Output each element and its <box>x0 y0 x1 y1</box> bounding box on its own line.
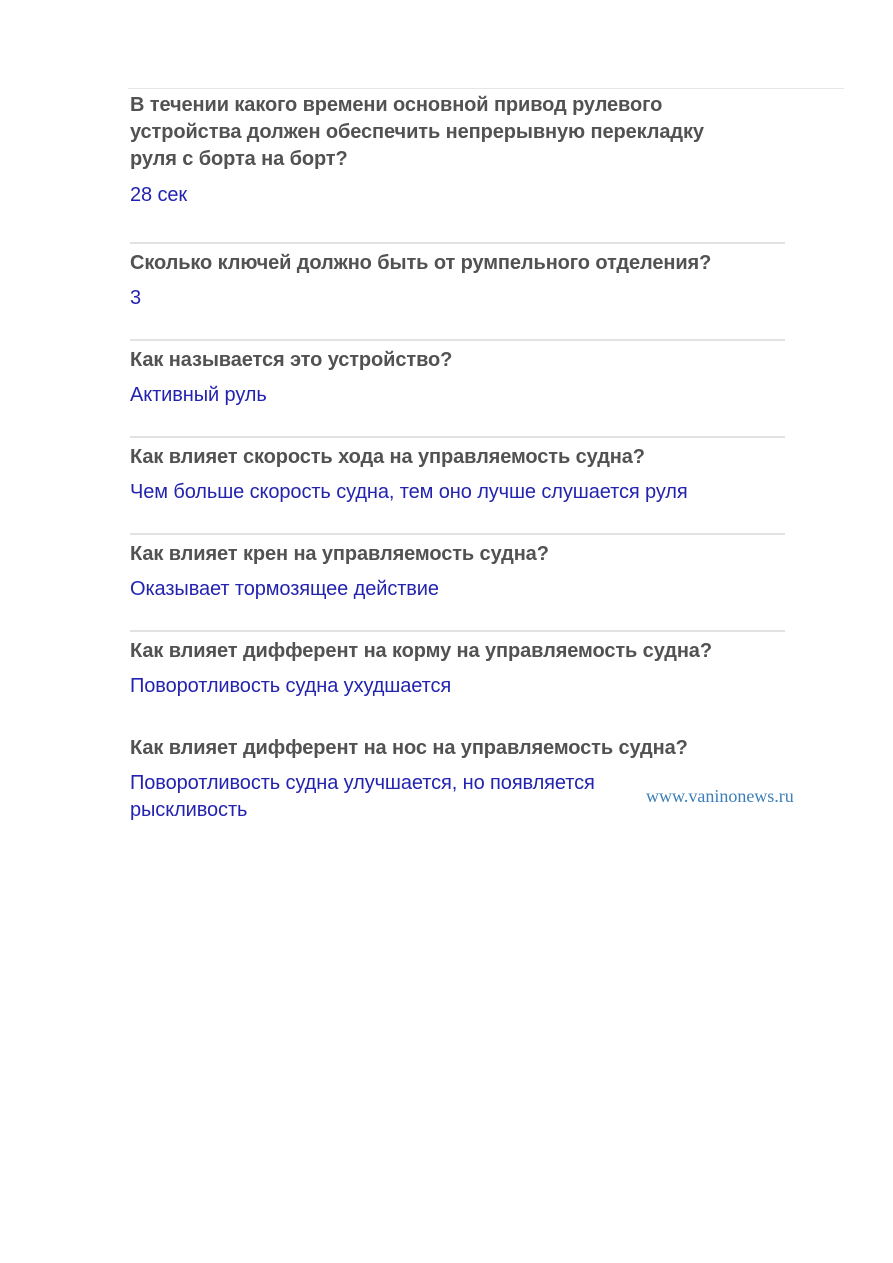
answer-7-line-1: Поворотливость судна улучшается, но появляется <box>130 772 595 794</box>
qa-item-5 <box>130 533 785 630</box>
answer-4-line-1: Чем больше скорость судна, тем оно лучше слушается руля <box>130 481 688 503</box>
qa-item-3 <box>130 339 785 436</box>
question-1-line-1: В течении какого времени основной привод рулевого <box>130 94 663 116</box>
question-4 <box>130 444 785 471</box>
answer-2 <box>130 285 785 312</box>
answer-5-line-1: Оказывает тормозящее действие <box>130 578 439 600</box>
answer-6 <box>130 673 785 700</box>
qa-item-1 <box>130 92 785 242</box>
answer-3-line-1: Активный руль <box>130 384 267 406</box>
answer-1 <box>130 182 785 209</box>
qa-list <box>130 92 785 824</box>
answer-6-line-1: Поворотливость судна ухудшается <box>130 675 452 697</box>
qa-item-2 <box>130 242 785 339</box>
question-1-line-3: руля с борта на борт? <box>130 148 348 170</box>
question-1 <box>130 92 785 173</box>
question-1-line-2: устройства должен обеспечить непрерывную перекладку <box>130 121 704 143</box>
top-divider <box>128 88 844 89</box>
question-7 <box>130 735 785 762</box>
qa-item-6 <box>130 630 785 727</box>
qa-item-7 <box>130 727 785 824</box>
question-5-line-1: Как влияет крен на управляемость судна? <box>130 543 549 565</box>
question-5 <box>130 541 785 568</box>
qa-item-4 <box>130 436 785 533</box>
question-2-line-1: Сколько ключей должно быть от румпельного отделения? <box>130 252 712 274</box>
answer-3 <box>130 382 785 409</box>
answer-7-line-2: рыскливость <box>130 799 248 821</box>
answer-5 <box>130 576 785 603</box>
question-4-line-1: Как влияет скорость хода на управляемость судна? <box>130 446 645 468</box>
answer-1-line-1: 28 сек <box>130 184 188 206</box>
answer-2-line-1: 3 <box>130 287 142 309</box>
question-6-line-1: Как влияет дифферент на корму на управляемость судна? <box>130 640 712 662</box>
question-7-line-1: Как влияет дифферент на нос на управляемость судна? <box>130 737 688 759</box>
question-3-line-1: Как называется это устройство? <box>130 349 453 371</box>
watermark-site-url: www.vaninonews.ru <box>646 786 794 806</box>
question-3 <box>130 347 785 374</box>
question-2 <box>130 250 785 277</box>
question-6 <box>130 638 785 665</box>
answer-4 <box>130 479 785 506</box>
